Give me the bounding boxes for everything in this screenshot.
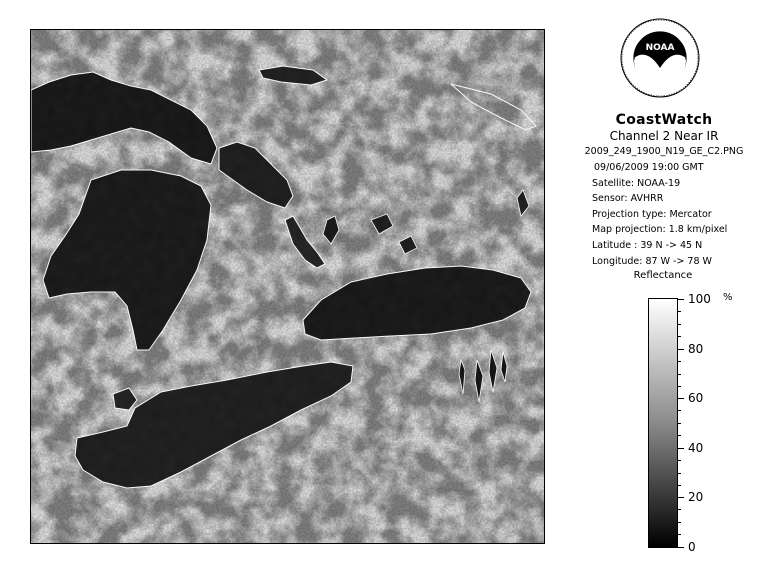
satellite-image: [30, 29, 545, 544]
datetime: 09/06/2009 19:00 GMT: [594, 162, 704, 173]
colorbar-major-tick: [678, 448, 684, 449]
colorbar-minor-tick: [678, 336, 681, 337]
noaa-logo: [620, 18, 700, 98]
app-title: CoastWatch: [615, 112, 713, 128]
colorbar-minor-tick: [678, 485, 681, 486]
longitude: Longitude: 87 W -> 78 W: [592, 255, 712, 267]
colorbar: [648, 298, 678, 548]
file-name: 2009_249_1900_N19_GE_C2.PNG: [584, 146, 744, 157]
colorbar-major-tick: [678, 547, 684, 548]
colorbar-tick-label: 0: [688, 540, 696, 554]
colorbar-minor-tick: [678, 423, 681, 424]
map-projection: Map projection: 1.8 km/pixel: [592, 224, 728, 236]
latitude: Latitude : 39 N -> 45 N: [592, 239, 703, 251]
colorbar-major-tick: [678, 299, 684, 300]
colorbar-unit: %: [723, 292, 733, 303]
satellite: Satellite: NOAA-19: [592, 177, 681, 189]
colorbar-minor-tick: [678, 435, 681, 436]
great-lakes-map: [31, 30, 544, 543]
colorbar-minor-tick: [678, 374, 681, 375]
colorbar-minor-tick: [678, 386, 681, 387]
colorbar-minor-tick: [678, 522, 681, 523]
colorbar-ticks: [678, 292, 738, 554]
colorbar-minor-tick: [678, 410, 681, 411]
colorbar-tick-label: 80: [688, 342, 704, 356]
colorbar-minor-tick: [678, 324, 681, 325]
colorbar-tick-label: 40: [688, 441, 704, 455]
colorbar-minor-tick: [678, 473, 681, 474]
image-details: [592, 160, 727, 269]
colorbar-tick-label: 20: [688, 490, 704, 504]
projection-type: Projection type: Mercator: [592, 208, 712, 220]
colorbar-tick-label: 100: [688, 292, 711, 306]
colorbar-label: Reflectance: [633, 270, 693, 281]
channel-subtitle: Channel 2 Near IR: [609, 129, 719, 143]
colorbar-major-tick: [678, 398, 684, 399]
colorbar-minor-tick: [678, 460, 681, 461]
colorbar-minor-tick: [678, 509, 681, 510]
colorbar-major-tick: [678, 497, 684, 498]
info-header: [566, 112, 762, 157]
colorbar-minor-tick: [678, 361, 681, 362]
colorbar-minor-tick: [678, 311, 681, 312]
noaa-logo-text: NOAA: [645, 43, 675, 53]
colorbar-major-tick: [678, 349, 684, 350]
colorbar-minor-tick: [678, 534, 681, 535]
sensor: Sensor: AVHRR: [592, 193, 664, 205]
colorbar-tick-label: 60: [688, 391, 704, 405]
